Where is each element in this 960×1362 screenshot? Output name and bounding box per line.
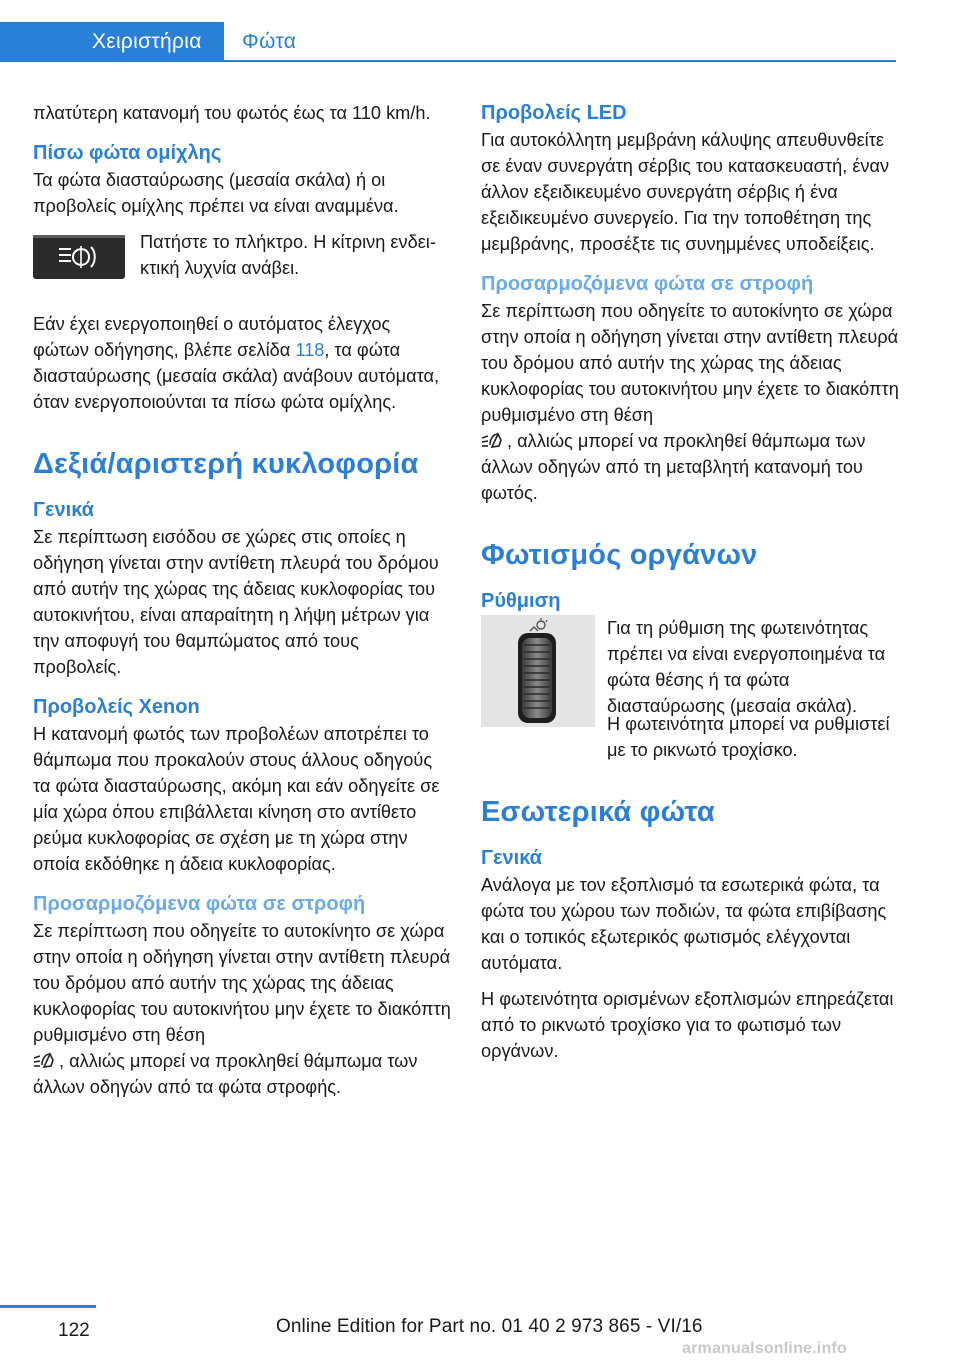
adaptive-paragraph: Σε περίπτωση που οδηγείτε το αυτοκίνητο σε χώρα στην οποία η οδήγηση γίνεται στην αντίθετη πλευρά του δρόμου από αυτήν της χώρας της άδειας κυκλοφορίας του αυτοκινήτου μην έχετε το διακόπτη ρυθμισμένο στη θέση , αλλιώς μπορεί να προκληθεί θάμπωμα των άλλων οδηγών από τα φώτα στροφής. bbox=[33, 921, 451, 1097]
page-link-118[interactable]: 118 bbox=[295, 340, 325, 360]
heading-general: Γενικά bbox=[33, 499, 94, 521]
heading-rear-fog-lights: Πίσω φώτα ομίχλης bbox=[33, 142, 222, 164]
heading-adjustment: Ρύθμιση bbox=[481, 590, 561, 612]
right-column bbox=[481, 100, 899, 1074]
general-traffic-paragraph: Σε περίπτωση εισόδου σε χώρες στις οποίες η οδήγηση γίνεται στην αντίθετη πλευρά του δρόμου από αυτήν της χώρας της άδειας κυκλοφορίας του αυτοκινήτου, είναι απαραίτητη η λήψη μέτρων για την αποφυγή του θαμπώματος από τους προβολείς. bbox=[33, 527, 439, 677]
auto-headlight-paragraph: Εάν έχει ενεργοποιηθεί ο αυτόματος έλεγχος φώτων οδήγησης, βλέπε σελίδα 118, τα φώτα διασταύρωσης (μεσαία σκάλα) ανάβουν αυτόματα, όταν ενεργοποιούνται τα πίσω φώτα ομίχλης. bbox=[33, 314, 440, 412]
rear-fog-button-image bbox=[33, 235, 125, 279]
rear-fog-light-icon bbox=[57, 244, 101, 270]
edition-note: Online Edition for Part no. 01 40 2 973 865 - VI/16 bbox=[276, 1316, 703, 1337]
thumbwheel-icon bbox=[481, 615, 595, 727]
header-rule bbox=[224, 60, 896, 62]
adaptive-light-switch-icon bbox=[481, 430, 503, 450]
page-number: 122 bbox=[58, 1320, 90, 1341]
adjust-paragraph: Για τη ρύθμιση της φωτεινότητας πρέπει να είναι ενεργοποιημένα τα φώτα θέσης ή τα φώτα διασταύρωσης (μεσαία σκάλα). bbox=[607, 618, 886, 716]
intro-paragraph: πλατύτερη κατανομή του φωτός έως τα 110 km/h. bbox=[33, 103, 431, 123]
thumbwheel-image bbox=[481, 615, 595, 727]
fog-button-instruction bbox=[33, 229, 451, 301]
footer-rule bbox=[0, 1305, 96, 1308]
thumbwheel-instruction bbox=[481, 615, 899, 755]
heading-general-interior: Γενικά bbox=[481, 847, 542, 869]
interior-brightness-paragraph: Η φωτεινότητα ορισμένων εξοπλισμών επηρεάζεται από το ρικνωτό τροχίσκο για το φωτισμό των οργάνων. bbox=[481, 989, 894, 1061]
section-tab-controls: Χειριστήρια bbox=[0, 22, 224, 62]
heading-instrument-lighting: Φωτισμός οργάνων bbox=[481, 539, 758, 571]
press-button-paragraph: Πατήστε το πλήκτρο. Η κίτρινη ενδεικτική λυχνία ανάβει. bbox=[140, 232, 436, 278]
adaptive-paragraph-right: Σε περίπτωση που οδηγείτε το αυτοκίνητο σε χώρα στην οποία η οδήγηση γίνεται στην αντίθετη πλευρά του δρόμου από αυτήν της χώρας της άδειας κυκλοφορίας του αυτοκινήτου μην έχετε το διακόπτη ρυθμισμένο στη θέση , αλλιώς μπορεί να προκληθεί θάμπωμα των άλλων οδηγών από τη μεταβλητή κατανομή του φωτός. bbox=[481, 301, 899, 503]
heading-interior-lights: Εσωτερικά φώτα bbox=[481, 796, 715, 828]
adaptive-light-switch-icon bbox=[33, 1050, 55, 1070]
left-column bbox=[33, 100, 451, 1110]
rear-fog-paragraph: Τα φώτα διασταύρωσης (μεσαία σκάλα) ή οι προβολείς ομίχλης πρέπει να είναι αναμμένα. bbox=[33, 170, 399, 216]
heading-adaptive-lights: Προσαρμοζόμενα φώτα σε στροφή bbox=[33, 893, 366, 915]
xenon-paragraph: Η κατανομή φωτός των προβολέων αποτρέπει το θάμπωμα που προκαλούν στους άλλους οδηγούς τα φώτα διασταύρωσης, ακόμη και εάν οδηγείτε σε μία χώρα όπου επιβάλλεται κίνηση στο αντίθετο ρεύμα κυκλοφορίας σε σχέση με τη χώρα στην οποία εκδόθηκε η άδεια κυκλοφορίας. bbox=[33, 724, 440, 874]
section-tab-lights: Φώτα bbox=[242, 30, 297, 53]
brightness-paragraph: Η φωτεινότητα μπορεί να ρυθμιστεί με το ρικνωτό τροχίσκο. bbox=[607, 714, 890, 760]
heading-led: Προβολείς LED bbox=[481, 102, 627, 124]
led-paragraph: Για αυτοκόλλητη μεμβράνη κάλυψης απευθυνθείτε σε έναν συνεργάτη σέρβις του κατασκευαστή, έναν άλλον εξειδικευμένο συνεργάτη σέρβις ή ένα εξειδικευμένο συνεργείο. Για την τοποθέτηση της μεμβράνης, προσέξτε τις συνημμένες υποδείξεις. bbox=[481, 130, 890, 254]
heading-xenon: Προβολείς Xenon bbox=[33, 696, 200, 718]
watermark: armanualsonline.info bbox=[682, 1340, 847, 1357]
heading-right-left-traffic: Δεξιά/αριστερή κυκλοφορία bbox=[33, 448, 419, 480]
page-header bbox=[0, 0, 960, 62]
heading-adaptive-lights-right: Προσαρμοζόμενα φώτα σε στροφή bbox=[481, 273, 814, 295]
interior-paragraph: Ανάλογα με τον εξοπλισμό τα εσωτερικά φώτα, τα φώτα του χώρου των ποδιών, τα φώτα επιβίβασης και ο τοπικός εξωτερικός φωτισμός ελέγχονται αυτόματα. bbox=[481, 875, 887, 973]
